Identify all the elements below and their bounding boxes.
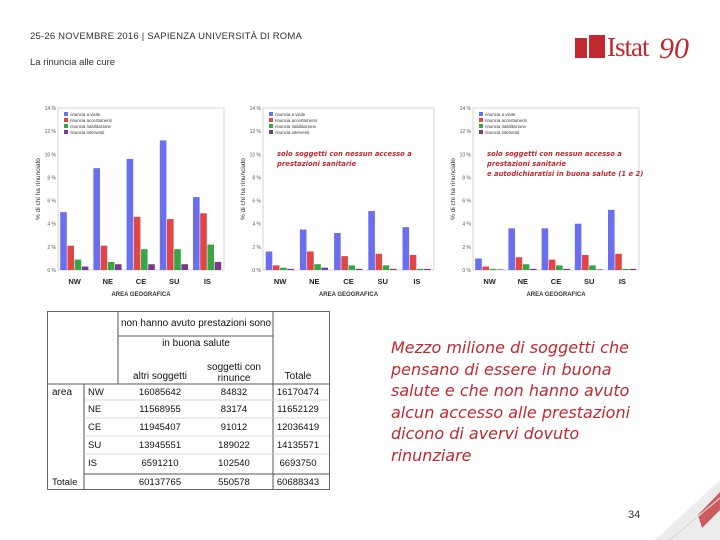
x-tick-label: CE [550, 277, 562, 286]
bar-ne-1 [93, 168, 100, 270]
table-cell: 6591210 [141, 458, 179, 469]
bar-is-3 [417, 269, 424, 270]
logo-mark-right [589, 35, 605, 58]
x-tick-label: IS [618, 277, 626, 286]
legend-label: rinuncia interventi [70, 130, 105, 135]
legend-label: rinuncia a visite [275, 112, 306, 117]
bar-su-3 [174, 249, 181, 270]
bar-is-3 [207, 245, 214, 270]
y-tick-label: 6 % [47, 198, 56, 205]
table-col-header-renounce [207, 362, 261, 384]
y-tick-label: 8 % [47, 175, 56, 182]
y-tick-label: 14 % [459, 106, 471, 112]
legend-swatch [269, 130, 273, 134]
bar-ce-1 [127, 159, 134, 270]
bar-nw-3 [280, 268, 287, 270]
x-tick-label: SU [377, 277, 388, 286]
x-tick-label: NE [517, 277, 529, 286]
y-tick-label: 8 % [462, 175, 471, 182]
y-tick-label: 10 % [44, 152, 56, 159]
table-grid [48, 312, 329, 489]
bar-su-4 [596, 269, 603, 270]
y-tick-label: 6 % [252, 198, 261, 205]
chart-note: prestazioni sanitarie [277, 160, 357, 168]
bar-su-4 [181, 264, 188, 270]
table-row-label: IS [88, 458, 97, 469]
y-tick-label: 12 % [44, 129, 56, 136]
bar-ne-4 [115, 264, 122, 270]
bar-su-1 [160, 140, 167, 270]
bar-su-2 [167, 219, 174, 270]
x-tick-label: CE [135, 277, 147, 286]
bar-is-4 [424, 269, 431, 270]
legend-swatch [479, 130, 483, 134]
table-cell: 102540 [218, 458, 250, 469]
legend-swatch [479, 112, 483, 116]
bar-nw-4 [82, 267, 89, 270]
table-cell: 83174 [220, 404, 248, 415]
legend-label: rinuncia a visite [70, 112, 101, 117]
table-cell: 14135571 [276, 440, 320, 451]
x-tick-label: NW [273, 277, 287, 286]
bar-ne-2 [516, 257, 523, 270]
chart-note: solo soggetti con nessun accesso a [277, 150, 412, 158]
bar-su-2 [376, 254, 383, 270]
legend-swatch [479, 118, 483, 122]
bar-ce-1 [542, 228, 549, 270]
x-axis-label: AREA GEOGRAFICA [111, 292, 171, 298]
bar-chart-1 [30, 100, 230, 300]
page-number: 34 [628, 509, 641, 521]
table-cell: 550578 [218, 477, 250, 488]
bar-ne-3 [108, 262, 115, 270]
chart-no-access-good-health [445, 100, 645, 300]
legend-label: rinuncia riabilitazione [70, 124, 112, 129]
logo-mark-left [575, 38, 587, 58]
col-header-line: soggetti con [207, 362, 261, 373]
chart-no-access [235, 100, 440, 300]
legend-swatch [479, 124, 483, 128]
bar-ce-3 [556, 265, 563, 270]
bar-is-1 [403, 227, 410, 270]
legend-label: rinuncia accertamenti [70, 118, 112, 123]
table-area-label: area [52, 387, 73, 398]
header-text: 25-26 NOVEMBRE 2016 | SAPIENZA UNIVERSITÀ DI ROMA [30, 31, 303, 42]
bar-su-3 [589, 265, 596, 270]
bar-ce-3 [349, 265, 356, 270]
y-axis-label: % di chi ha rinunciato [35, 158, 42, 220]
legend-label: rinuncia riabilitazione [275, 124, 317, 129]
bar-nw-3 [490, 269, 497, 270]
bar-nw-1 [475, 258, 482, 270]
x-tick-label: SU [583, 277, 595, 286]
bar-ne-3 [523, 264, 530, 270]
table-cell: 16170474 [276, 387, 320, 398]
bar-nw-1 [266, 251, 273, 270]
bar-su-3 [383, 265, 390, 270]
table-col-header-total: Totale [284, 371, 312, 382]
bar-ce-4 [563, 269, 570, 270]
bar-ne-1 [300, 230, 307, 271]
bar-ne-4 [322, 268, 329, 270]
x-tick-label: CE [343, 277, 354, 286]
bar-nw-1 [60, 212, 67, 270]
x-tick-label: IS [203, 277, 211, 286]
bar-su-1 [575, 224, 582, 270]
bar-ce-2 [134, 217, 141, 270]
table-cell: 11568955 [139, 404, 181, 415]
table-col-header-other: altri soggetti [133, 371, 187, 382]
bar-su-2 [582, 255, 589, 270]
y-tick-label: 2 % [252, 244, 261, 251]
table-cell: 11945407 [139, 422, 181, 433]
y-tick-label: 14 % [44, 106, 56, 112]
bar-nw-4 [287, 269, 294, 270]
bar-ne-1 [508, 228, 515, 270]
istat-logo [575, 32, 690, 70]
table-row-label: SU [88, 440, 102, 451]
bar-nw-2 [273, 265, 280, 270]
slide-subtitle: La rinuncia alle cure [30, 57, 116, 68]
table-cell: 91012 [220, 422, 248, 433]
legend-label: rinuncia a visite [485, 112, 516, 117]
table-cell: 84832 [220, 387, 248, 398]
table-cell: 11652129 [277, 404, 319, 415]
chart-note: solo soggetti con nessun accesso a [487, 150, 622, 158]
table-cell: 12036419 [276, 422, 320, 433]
legend-label: rinuncia interventi [485, 130, 520, 135]
legend-label: rinuncia interventi [275, 130, 310, 135]
bar-is-2 [200, 213, 207, 270]
y-tick-label: 4 % [252, 221, 261, 228]
legend-swatch [64, 118, 68, 122]
table-total-label: Totale [52, 477, 78, 488]
x-axis-label: AREA GEOGRAFICA [526, 292, 586, 298]
legend-swatch [269, 118, 273, 122]
y-tick-label: 4 % [462, 221, 471, 228]
y-tick-label: 0 % [462, 268, 471, 274]
x-tick-label: NW [483, 277, 496, 286]
table-row-label: NW [88, 387, 104, 398]
col-header-line: rinunce [217, 373, 251, 384]
y-tick-label: 10 % [249, 152, 261, 159]
bar-ne-2 [307, 251, 314, 270]
bar-ce-2 [549, 260, 556, 270]
legend-swatch [269, 124, 273, 128]
y-tick-label: 12 % [459, 129, 471, 136]
y-tick-label: 0 % [252, 268, 261, 274]
y-tick-label: 14 % [249, 106, 261, 112]
legend-label: rinuncia accertamenti [275, 118, 317, 123]
y-axis-label: % di chi ha rinunciato [450, 158, 457, 220]
chart-all-subjects [30, 100, 230, 300]
x-tick-label: NE [309, 277, 320, 286]
table-row-label: CE [88, 422, 102, 433]
table-row-label: NE [88, 404, 102, 415]
bar-ce-4 [356, 269, 363, 270]
bar-ce-2 [341, 256, 348, 270]
bar-nw-2 [67, 246, 74, 270]
bar-is-4 [630, 269, 637, 270]
bar-is-1 [193, 197, 200, 270]
y-tick-label: 10 % [459, 152, 471, 159]
y-tick-label: 4 % [47, 221, 56, 228]
table-cell: 60137765 [138, 477, 182, 488]
bar-su-4 [390, 269, 397, 270]
bar-ne-4 [530, 269, 537, 270]
bar-ce-3 [141, 249, 148, 270]
y-tick-label: 6 % [462, 198, 471, 205]
crosstab-table [47, 311, 330, 490]
bar-is-2 [615, 254, 622, 270]
table-header-group: non hanno avuto prestazioni sono [120, 318, 272, 329]
y-tick-label: 0 % [47, 268, 56, 274]
legend-swatch [269, 112, 273, 116]
corner-decoration [640, 470, 720, 540]
bar-ce-1 [334, 233, 341, 270]
bar-su-1 [368, 211, 375, 270]
x-axis-label: AREA GEOGRAFICA [318, 292, 379, 298]
y-tick-label: 12 % [249, 129, 261, 136]
bar-nw-4 [497, 269, 504, 270]
bar-nw-3 [75, 260, 82, 270]
bar-chart-2 [235, 100, 440, 300]
chart-note: e autodichiaratisi in buona salute (1 e 2) [487, 170, 644, 178]
bar-chart-3 [445, 100, 645, 300]
legend-swatch [64, 124, 68, 128]
x-tick-label: SU [168, 277, 180, 286]
legend-swatch [64, 112, 68, 116]
bar-is-4 [215, 262, 222, 270]
y-tick-label: 2 % [462, 244, 471, 251]
table-cell: 13945551 [138, 440, 182, 451]
x-tick-label: NW [68, 277, 81, 286]
legend-swatch [64, 130, 68, 134]
y-tick-label: 8 % [252, 175, 261, 182]
table-cell: 60688343 [276, 477, 320, 488]
logo-word: Istat [607, 32, 649, 62]
table-cell: 6693750 [279, 458, 317, 469]
y-tick-label: 2 % [47, 244, 56, 251]
bar-is-2 [410, 255, 417, 270]
bar-nw-2 [482, 267, 489, 270]
bar-ce-4 [148, 264, 155, 270]
chart-note: prestazioni sanitarie [487, 160, 567, 168]
logo-ninety: 90 [659, 32, 689, 65]
x-tick-label: IS [413, 277, 421, 286]
bar-ne-2 [101, 246, 108, 270]
table-header-sub: in buona salute [162, 338, 230, 349]
bar-is-3 [622, 269, 629, 270]
legend-label: rinuncia accertamenti [485, 118, 527, 123]
bar-is-1 [608, 210, 615, 270]
bar-ne-3 [314, 264, 321, 270]
y-axis-label: % di chi ha rinunciato [240, 158, 247, 220]
table-cell: 189022 [218, 440, 250, 451]
legend-label: rinuncia riabilitazione [485, 124, 527, 129]
table-cell: 16085642 [138, 387, 182, 398]
key-statement: Mezzo milione di soggetti che pensano di essere in buona salute e che non hanno avuto alcun accesso alle prestazioni dicono di avervi dovuto rinunziare [391, 338, 631, 465]
x-tick-label: NE [102, 277, 114, 286]
